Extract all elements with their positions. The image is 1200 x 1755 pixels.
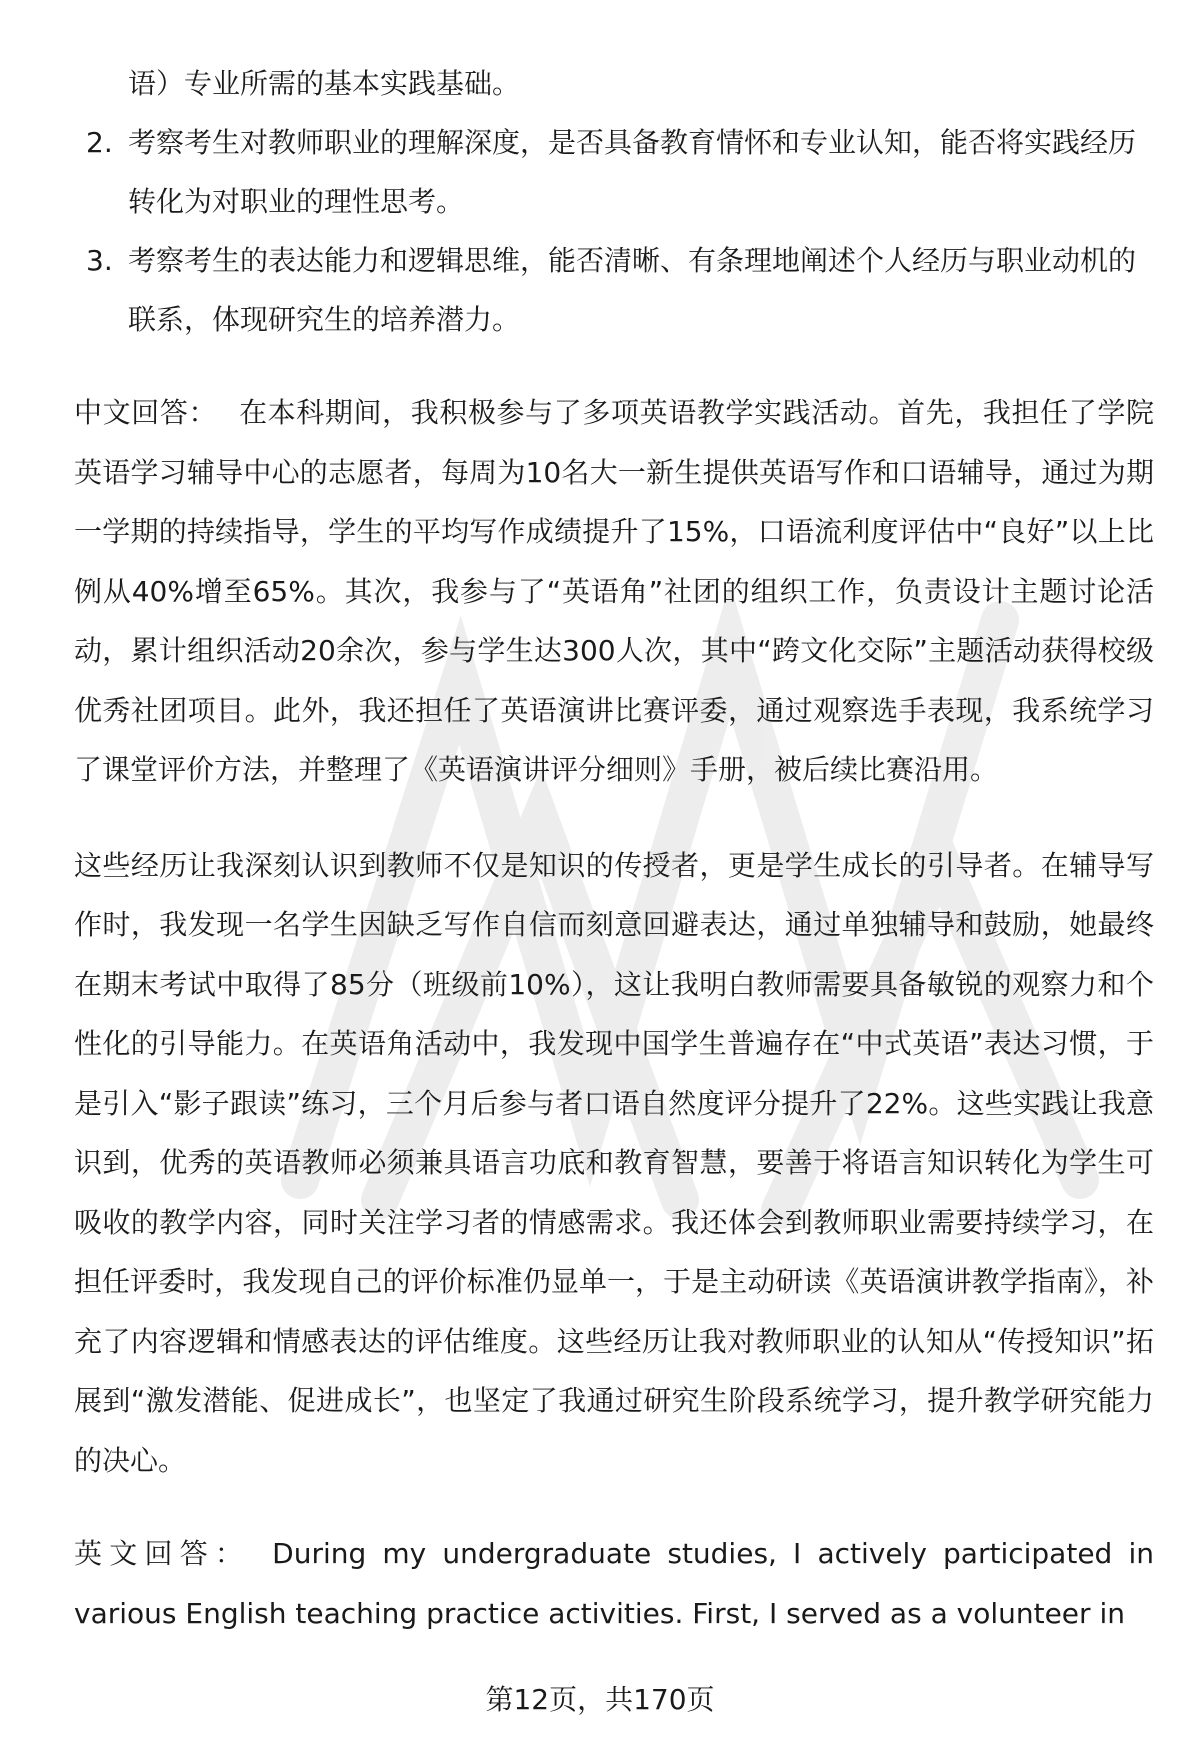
list-item-text: 考察考生的表达能力和逻辑思维，能否清晰、有条理地阐述个人经历与职业动机的联系，体现研究生的培养潜力。 [128,244,1137,336]
list-item [74,113,1154,231]
list-item-number: 3. [86,244,113,277]
criteria-list [74,113,1154,349]
english-answer-text: During my undergraduate studies, I actively participated in various English teaching practice activities. First, I served as a volunteer in [74,1537,1154,1630]
list-item [74,231,1154,349]
chinese-answer-text-1: 在本科期间，我积极参与了多项英语教学实践活动。首先，我担任了学院英语学习辅导中心的志愿者，每周为10名大一新生提供英语写作和口语辅导，通过为期一学期的持续指导，学生的平均写作成绩提升了15%，口语流利度评估中“良好”以上比例从40%增至65%。其次，我参与了“英语角”社团的组织工作，负责设计主题讨论活动，累计组织活动20余次，参与学生达300人次，其中“跨文化交际”主题活动获得校级优秀社团项目。此外，我还担任了英语演讲比赛评委，通过观察选手表现，我系统学习了课堂评价方法，并整理了《英语演讲评分细则》手册，被后续比赛沿用。 [74,396,1154,786]
document-body [74,54,1154,1643]
english-answer-label: 英文回答： [74,1537,251,1570]
page-footer: 第12页，共170页 [485,1683,715,1716]
list-item-continuation: 语）专业所需的基本实践基础。 [128,67,521,100]
chinese-answer-paragraph-2: 这些经历让我深刻认识到教师不仅是知识的传授者，更是学生成长的引导者。在辅导写作时，我发现一名学生因缺乏写作自信而刻意回避表达，通过单独辅导和鼓励，她最终在期末考试中取得了85分（班级前10%），这让我明白教师需要具备敏锐的观察力和个性化的引导能力。在英语角活动中，我发现中国学生普遍存在“中式英语”表达习惯，于是引入“影子跟读”练习，三个月后参与者口语自然度评分提升了22%。这些实践让我意识到，优秀的英语教师必须兼具语言功底和教育智慧，要善于将语言知识转化为学生可吸收的教学内容，同时关注学习者的情感需求。我还体会到教师职业需要持续学习，在担任评委时，我发现自己的评价标准仍显单一，于是主动研读《英语演讲教学指南》，补充了内容逻辑和情感表达的评估维度。这些经历让我对教师职业的认知从“传授知识”拓展到“激发潜能、促进成长”，也坚定了我通过研究生阶段系统学习，提升教学研究能力的决心。 [74,848,1154,1477]
list-item-text: 考察考生对教师职业的理解深度，是否具备教育情怀和专业认知，能否将实践经历转化为对职业的理性思考。 [128,126,1137,218]
english-answer-paragraph [74,1524,1154,1643]
chinese-answer-label: 中文回答： [74,396,218,429]
chinese-answer-paragraph-1 [74,383,1154,800]
list-item-number: 2. [86,126,113,159]
